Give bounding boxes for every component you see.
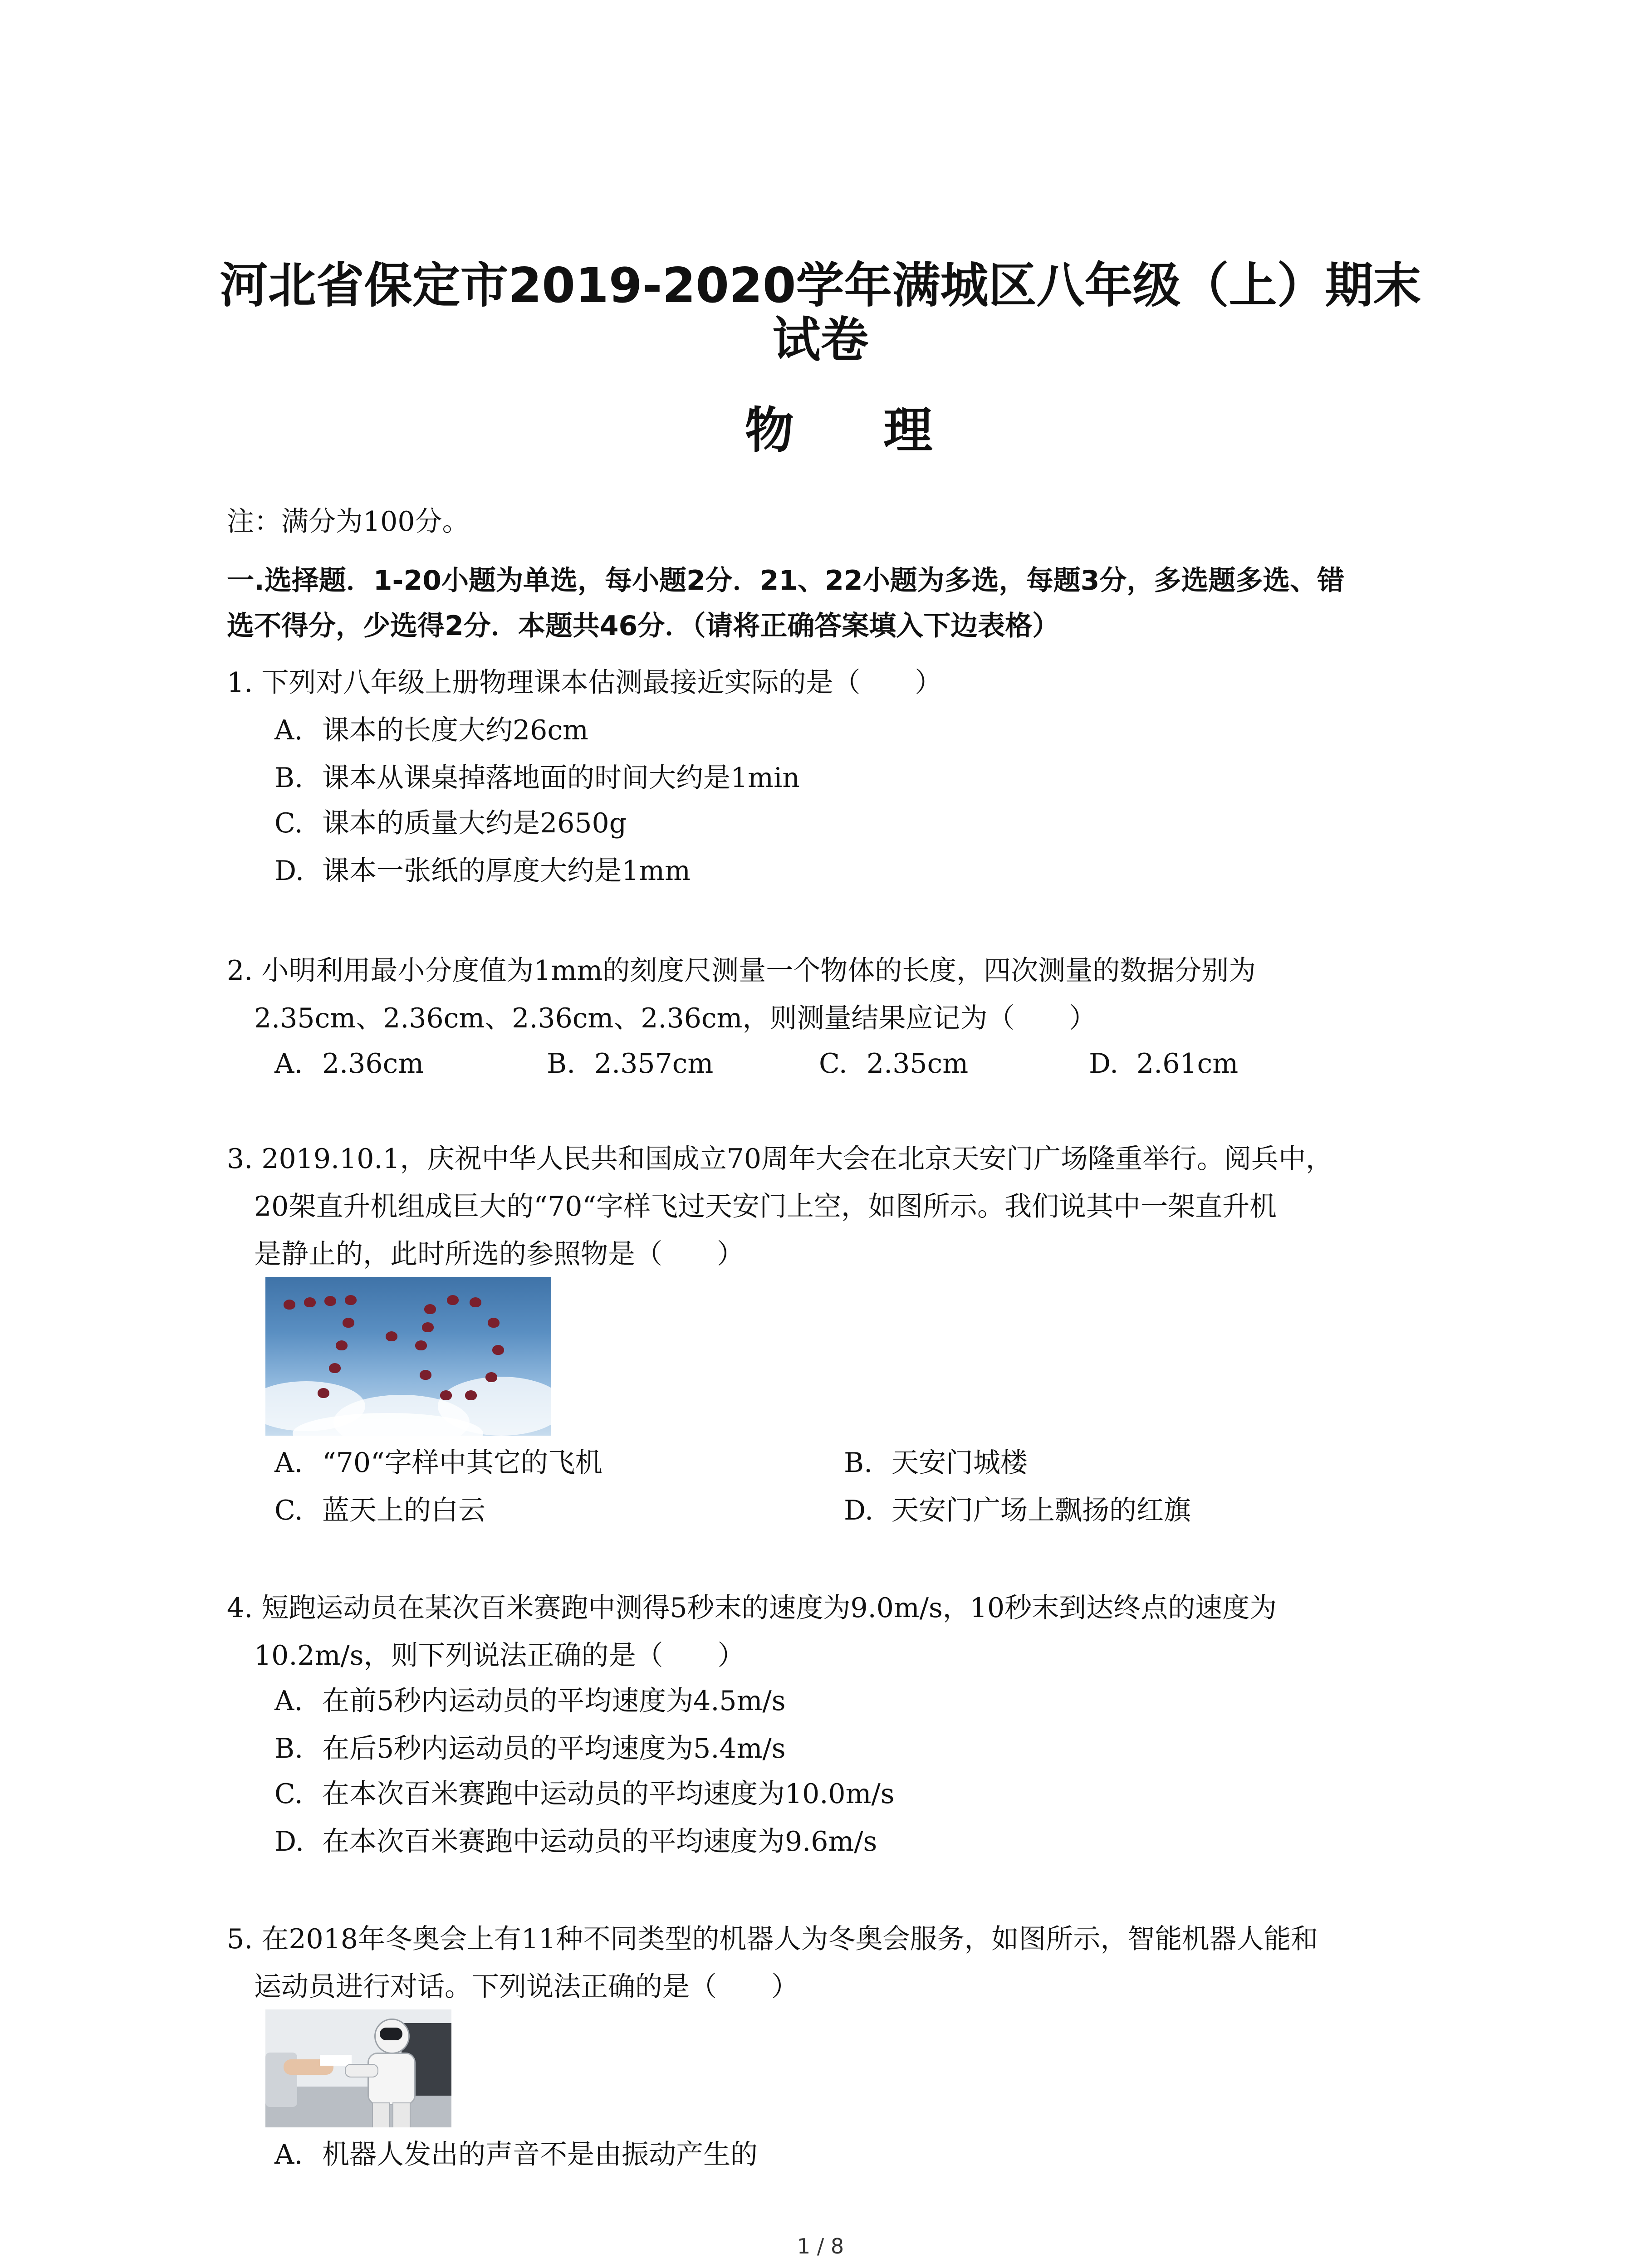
question-4-stem-line1: 4. 短跑运动员在某次百米赛跑中测得5秒末的速度为9.0m/s，10秒末到达终点的速度为 bbox=[227, 1592, 1277, 1624]
question-1-stem: 1. 下列对八年级上册物理课本估测最接近实际的是（ ） bbox=[227, 667, 942, 699]
question-4-option-c: C. 在本次百米赛跑中运动员的平均速度为10.0m/s bbox=[274, 1778, 895, 1810]
question-1-option-d: D. 课本一张纸的厚度大约是1mm bbox=[274, 855, 691, 887]
section-heading-line2: 选不得分，少选得2分．本题共46分．（请将正确答案填入下边表格） bbox=[227, 610, 1060, 642]
question-3-option-a: A. “70“字样中其它的飞机 bbox=[274, 1447, 603, 1479]
question-4-option-d: D. 在本次百米赛跑中运动员的平均速度为9.6m/s bbox=[274, 1826, 877, 1857]
question-4-option-a: A. 在前5秒内运动员的平均速度为4.5m/s bbox=[274, 1685, 786, 1717]
question-2-option-a: A. 2.36cm bbox=[274, 1048, 424, 1080]
score-note: 注：满分为100分。 bbox=[227, 506, 470, 538]
subject-title: 物 理 bbox=[745, 402, 969, 459]
question-4-stem-line2: 10.2m/s，则下列说法正确的是（ ） bbox=[254, 1640, 745, 1672]
question-3-stem-line1: 3. 2019.10.1，庆祝中华人民共和国成立70周年大会在北京天安门广场隆重举行。阅兵中， bbox=[227, 1143, 1333, 1175]
question-1-option-c: C. 课本的质量大约是2650g bbox=[274, 807, 627, 839]
robot-dialogue-image bbox=[265, 2009, 451, 2127]
question-3-option-b: B. 天安门城楼 bbox=[844, 1447, 1028, 1479]
question-5-stem-line2: 运动员进行对话。下列说法正确的是（ ） bbox=[254, 1971, 798, 2003]
question-3-option-c: C. 蓝天上的白云 bbox=[274, 1495, 485, 1526]
question-2-option-d: D. 2.61cm bbox=[1089, 1048, 1239, 1080]
question-3-option-d: D. 天安门广场上飘扬的红旗 bbox=[844, 1495, 1191, 1526]
doc-title-line2: 试卷 bbox=[772, 312, 869, 368]
question-1-option-a: A. 课本的长度大约26cm bbox=[274, 714, 588, 746]
question-4-option-b: B. 在后5秒内运动员的平均速度为5.4m/s bbox=[274, 1733, 786, 1765]
question-2-option-c: C. 2.35cm bbox=[819, 1048, 969, 1080]
question-2-stem-line1: 2. 小明利用最小分度值为1mm的刻度尺测量一个物体的长度，四次测量的数据分别为 bbox=[227, 955, 1256, 987]
section-heading-line1: 一.选择题．1-20小题为单选，每小题2分．21、22小题为多选，每题3分，多选题多选、错 bbox=[227, 565, 1345, 596]
question-2-stem-line2: 2.35cm、2.36cm、2.36cm、2.36cm，则测量结果应记为（ ） bbox=[254, 1002, 1097, 1034]
question-2-option-b: B. 2.357cm bbox=[547, 1048, 714, 1080]
question-3-stem-line2: 20架直升机组成巨大的“70“字样飞过天安门上空，如图所示。我们说其中一架直升机 bbox=[254, 1191, 1277, 1222]
doc-title-line1: 河北省保定市2019-2020学年满城区八年级（上）期末 bbox=[220, 258, 1421, 313]
page-number: 1 / 8 bbox=[797, 2234, 844, 2258]
question-5-option-a: A. 机器人发出的声音不是由振动产生的 bbox=[274, 2139, 758, 2170]
question-5-stem-line1: 5. 在2018年冬奥会上有11种不同类型的机器人为冬奥会服务，如图所示，智能机器人能和 bbox=[227, 1923, 1318, 1955]
question-3-stem-line3: 是静止的，此时所选的参照物是（ ） bbox=[254, 1238, 744, 1270]
question-1-option-b: B. 课本从课桌掉落地面的时间大约是1min bbox=[274, 762, 800, 794]
helicopter-formation-image bbox=[265, 1277, 551, 1436]
